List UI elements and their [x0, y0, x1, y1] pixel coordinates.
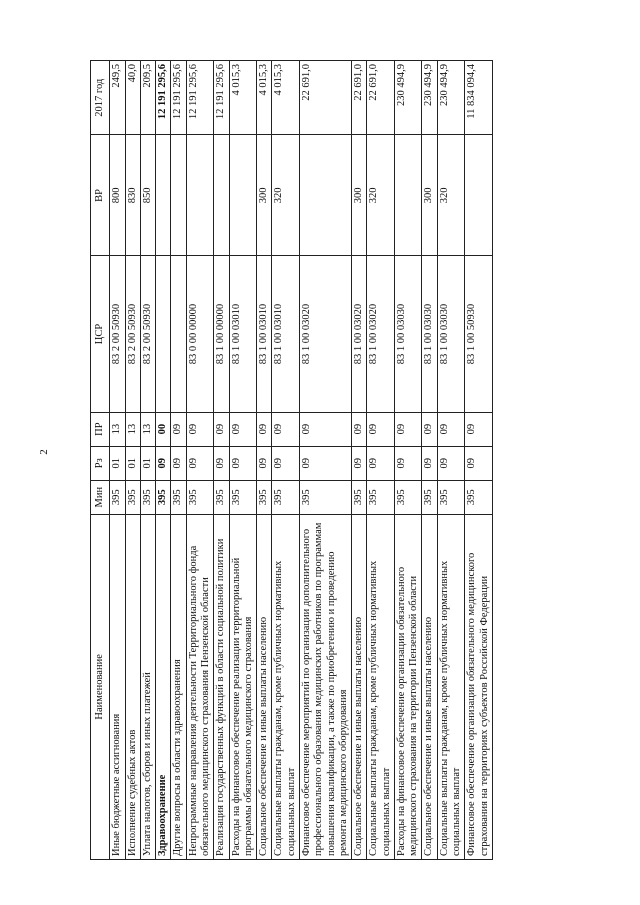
- cell-min: 395: [437, 480, 465, 514]
- cell-csr: 83 1 00 00000: [214, 256, 229, 412]
- cell-amount: 12 191 295,6: [171, 61, 186, 135]
- cell-csr: 83 1 00 03010: [229, 256, 257, 412]
- header-vr: ВР: [91, 135, 110, 256]
- cell-pr: 09: [214, 412, 229, 446]
- table-row: [367, 61, 395, 860]
- page-number: 2: [38, 449, 50, 455]
- cell-csr: 83 1 00 03020: [352, 256, 367, 412]
- cell-rz: 09: [352, 446, 367, 480]
- cell-amount: 4 015,3: [229, 61, 257, 135]
- header-csr: ЦСР: [91, 256, 110, 412]
- cell-csr: 83 0 00 00000: [186, 256, 214, 412]
- cell-name: Финансовое обеспечение мероприятий по организации дополнительного профессионального образования медицинских работников по программам повышения квалификации, а также по приобретению и проведению ремонта медицинского оборудования: [299, 514, 351, 859]
- cell-amount: 230 494,9: [422, 61, 437, 135]
- cell-amount: 22 691,0: [367, 61, 395, 135]
- cell-amount: 11 834 094,4: [465, 61, 493, 135]
- cell-min: 395: [352, 480, 367, 514]
- cell-csr: 83 1 00 50930: [465, 256, 493, 412]
- cell-amount: 4 015,3: [272, 61, 300, 135]
- cell-vr: 300: [422, 135, 437, 256]
- cell-vr: 320: [437, 135, 465, 256]
- cell-pr: 09: [352, 412, 367, 446]
- cell-csr: 83 1 00 03030: [422, 256, 437, 412]
- cell-csr: 83 1 00 03010: [257, 256, 272, 412]
- table-row: [272, 61, 300, 860]
- cell-vr: [214, 135, 229, 256]
- rotated-page-content: [90, 60, 570, 860]
- cell-rz: 09: [437, 446, 465, 480]
- cell-rz: 09: [171, 446, 186, 480]
- cell-rz: 01: [110, 446, 125, 480]
- table-body: [110, 61, 493, 860]
- cell-min: 395: [299, 480, 351, 514]
- cell-name: Социальные выплаты гражданам, кроме публичных нормативных социальных выплат: [437, 514, 465, 859]
- cell-min: 395: [171, 480, 186, 514]
- cell-csr: 83 2 00 50930: [110, 256, 125, 412]
- cell-name: Непрограммные направления деятельности Территориального фонда обязательного медицинского страхования Пензенской области: [186, 514, 214, 859]
- cell-name: Здравоохранение: [156, 514, 171, 859]
- cell-csr: 83 1 00 03010: [272, 256, 300, 412]
- cell-min: 395: [186, 480, 214, 514]
- table-row: [214, 61, 229, 860]
- cell-name: Уплата налогов, сборов и иных платежей: [140, 514, 155, 859]
- cell-rz: 09: [465, 446, 493, 480]
- cell-vr: [299, 135, 351, 256]
- cell-amount: 12 191 295,6: [186, 61, 214, 135]
- cell-pr: 09: [422, 412, 437, 446]
- cell-min: 395: [140, 480, 155, 514]
- cell-name: Иные бюджетные ассигнования: [110, 514, 125, 859]
- table-row: [229, 61, 257, 860]
- table-row: [186, 61, 214, 860]
- cell-amount: 249,5: [110, 61, 125, 135]
- budget-table: [90, 60, 493, 860]
- cell-amount: 209,5: [140, 61, 155, 135]
- cell-name: Социальное обеспечение и иные выплаты населению: [352, 514, 367, 859]
- cell-rz: 01: [125, 446, 140, 480]
- table-row: [171, 61, 186, 860]
- table-row: [257, 61, 272, 860]
- cell-csr: [171, 256, 186, 412]
- cell-name: Финансовое обеспечение организации обязательного медицинского страхования на территориях субъектов Российской Федерации: [465, 514, 493, 859]
- header-name: Наименование: [91, 514, 110, 859]
- cell-csr: 83 2 00 50930: [140, 256, 155, 412]
- cell-name: Реализация государственных функций в области социальной политики: [214, 514, 229, 859]
- cell-csr: 83 1 00 03030: [437, 256, 465, 412]
- cell-pr: 00: [156, 412, 171, 446]
- cell-csr: 83 1 00 03030: [394, 256, 422, 412]
- cell-pr: 09: [257, 412, 272, 446]
- cell-vr: 300: [257, 135, 272, 256]
- cell-name: Социальное обеспечение и иные выплаты населению: [422, 514, 437, 859]
- cell-name: Исполнение судебных актов: [125, 514, 140, 859]
- cell-min: 395: [214, 480, 229, 514]
- cell-vr: 800: [110, 135, 125, 256]
- cell-rz: 09: [257, 446, 272, 480]
- cell-pr: 09: [394, 412, 422, 446]
- cell-vr: 320: [272, 135, 300, 256]
- cell-pr: 09: [437, 412, 465, 446]
- cell-pr: 13: [110, 412, 125, 446]
- cell-vr: 830: [125, 135, 140, 256]
- cell-csr: 83 1 00 03020: [299, 256, 351, 412]
- cell-amount: 12 191 295,6: [156, 61, 171, 135]
- cell-min: 395: [125, 480, 140, 514]
- cell-pr: 13: [125, 412, 140, 446]
- cell-csr: 83 1 00 03020: [367, 256, 395, 412]
- cell-rz: 09: [229, 446, 257, 480]
- cell-name: Расходы на финансовое обеспечение организации обязательного медицинского страхования на территории Пензенской области: [394, 514, 422, 859]
- cell-csr: 83 2 00 50930: [125, 256, 140, 412]
- cell-amount: 230 494,9: [394, 61, 422, 135]
- cell-rz: 09: [186, 446, 214, 480]
- cell-amount: 12 191 295,6: [214, 61, 229, 135]
- table-header-row: [91, 61, 110, 860]
- cell-pr: 09: [367, 412, 395, 446]
- cell-vr: [394, 135, 422, 256]
- table-row: [437, 61, 465, 860]
- cell-min: 395: [156, 480, 171, 514]
- header-year: 2017 год: [91, 61, 110, 135]
- header-rz: Рз: [91, 446, 110, 480]
- table-row: [156, 61, 171, 860]
- cell-amount: 40,0: [125, 61, 140, 135]
- cell-min: 395: [229, 480, 257, 514]
- cell-name: Социальное обеспечение и иные выплаты населению: [257, 514, 272, 859]
- cell-rz: 09: [367, 446, 395, 480]
- cell-vr: [186, 135, 214, 256]
- cell-vr: [171, 135, 186, 256]
- cell-vr: [465, 135, 493, 256]
- cell-amount: 22 691,0: [299, 61, 351, 135]
- cell-pr: 13: [140, 412, 155, 446]
- cell-amount: 230 494,9: [437, 61, 465, 135]
- cell-pr: 09: [229, 412, 257, 446]
- cell-vr: [156, 135, 171, 256]
- table-row: [352, 61, 367, 860]
- cell-amount: 22 691,0: [352, 61, 367, 135]
- cell-pr: 09: [186, 412, 214, 446]
- cell-rz: 09: [272, 446, 300, 480]
- cell-min: 395: [422, 480, 437, 514]
- cell-min: 395: [465, 480, 493, 514]
- cell-name: Расходы на финансовое обеспечение реализации территориальной программы обязательного медицинского страхования: [229, 514, 257, 859]
- cell-name: Социальные выплаты гражданам, кроме публичных нормативных социальных выплат: [367, 514, 395, 859]
- table-row: [465, 61, 493, 860]
- cell-vr: [229, 135, 257, 256]
- cell-vr: 300: [352, 135, 367, 256]
- cell-rz: 09: [394, 446, 422, 480]
- cell-min: 395: [367, 480, 395, 514]
- cell-amount: 4 015,3: [257, 61, 272, 135]
- header-pr: ПР: [91, 412, 110, 446]
- cell-pr: 09: [272, 412, 300, 446]
- table-row: [110, 61, 125, 860]
- cell-rz: 09: [422, 446, 437, 480]
- cell-min: 395: [257, 480, 272, 514]
- cell-pr: 09: [171, 412, 186, 446]
- cell-pr: 09: [465, 412, 493, 446]
- cell-rz: 09: [214, 446, 229, 480]
- cell-vr: 320: [367, 135, 395, 256]
- cell-vr: 850: [140, 135, 155, 256]
- table-row: [125, 61, 140, 860]
- cell-name: Социальные выплаты гражданам, кроме публичных нормативных социальных выплат: [272, 514, 300, 859]
- table-row: [422, 61, 437, 860]
- table-row: [140, 61, 155, 860]
- cell-rz: 01: [140, 446, 155, 480]
- table-row: [299, 61, 351, 860]
- table-row: [394, 61, 422, 860]
- cell-min: 395: [272, 480, 300, 514]
- cell-rz: 09: [156, 446, 171, 480]
- cell-name: Другие вопросы в области здравоохранения: [171, 514, 186, 859]
- cell-min: 395: [394, 480, 422, 514]
- cell-csr: [156, 256, 171, 412]
- header-min: Мин: [91, 480, 110, 514]
- cell-min: 395: [110, 480, 125, 514]
- cell-pr: 09: [299, 412, 351, 446]
- cell-rz: 09: [299, 446, 351, 480]
